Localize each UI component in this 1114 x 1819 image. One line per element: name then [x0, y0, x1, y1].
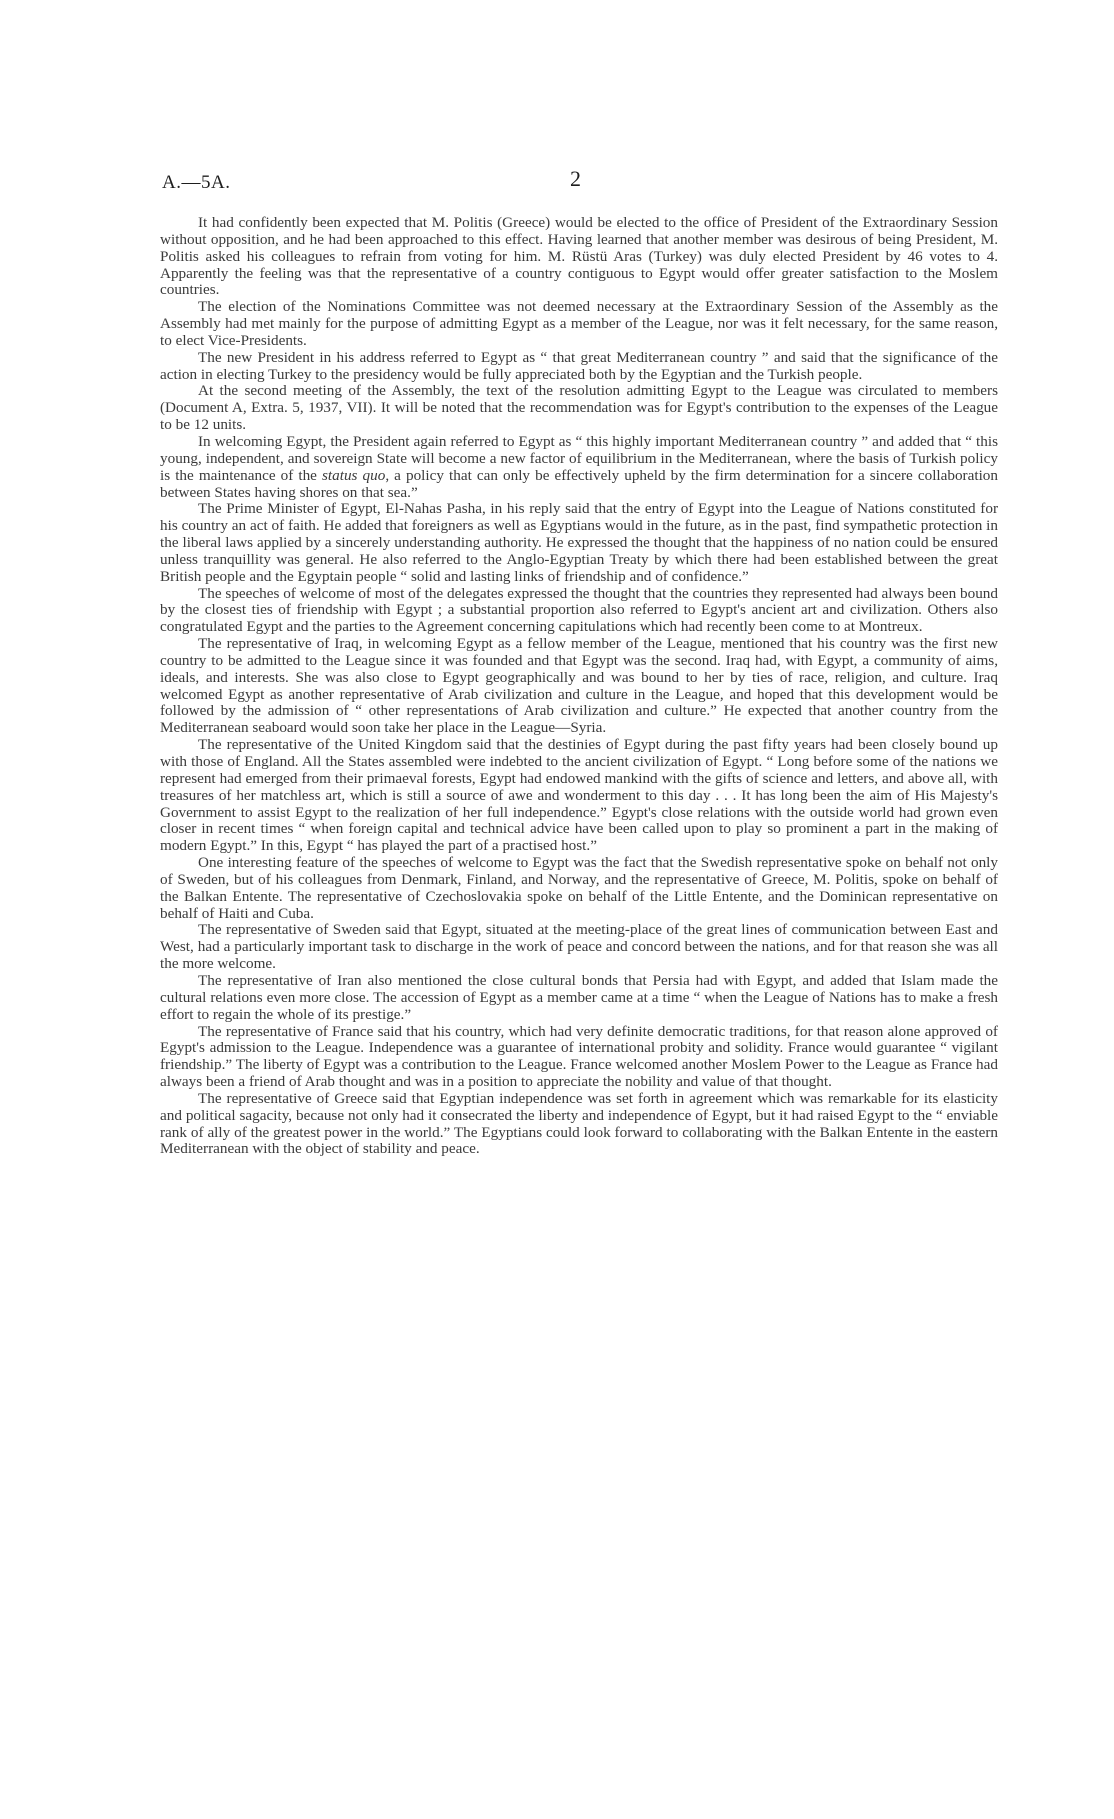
paragraph-president-address: The new President in his address referred to Egypt as “ that great Mediterranean country ” and said that the significance of the action in electing Turkey to the presidency would be fully appreciated both by the Egyptian and the Turkish people. [160, 348, 998, 383]
page-header [162, 166, 997, 196]
paragraph-speeches-of-welcome: The speeches of welcome of most of the delegates expressed the thought that the countries they represented had always been bound by the closest ties of friendship with Egypt ; a substantial proportion also referred to Egypt's ancient art and civilization. Others also congratulated Egypt and the parties to the Agreement concerning capitulations which had recently been come to at Montreux. [160, 584, 998, 636]
paragraph-resolution-circulated: At the second meeting of the Assembly, the text of the resolution admitting Egypt to the League was circulated to members (Document A, Extra. 5, 1937, VII). It will be noted that the recommendation was for Egypt's contribution to the expenses of the League to be 12 units. [160, 382, 998, 434]
paragraph-politis-election: It had confidently been expected that M. Politis (Greece) would be elected to the office of President of the Extraordinary Session without opposition, and he had been approached to this effect. Having learned that another member was desirous of being President, M. Politis asked his colleagues to refrain from voting for him. M. Rüstü Aras (Turkey) was duly elected President by 46 votes to 4. Apparently the feeling was that the representative of a country contiguous to Egypt would offer greater satisfaction to the Moslem countries. [160, 214, 998, 299]
paragraph-nominations-committee: The election of the Nominations Committee was not deemed necessary at the Extraordinary Session of the Assembly as the Assembly had met mainly for the purpose of admitting Egypt as a member of the League, nor was it felt necessary, for the same reason, to elect Vice-Presidents. [160, 298, 998, 349]
paragraph-united-kingdom-representative: The representative of the United Kingdom said that the destinies of Egypt during the past fifty years had been closely bound up with those of England. All the States assembled were indebted to the ancient civilization of Egypt. “ Long before some of the nations we represent had emerged from their primaeval forests, Egypt had endowed mankind with the gifts of science and letters, and above all, with treasures of her matchless art, which is still a source of awe and wonderment to this day . . . It has long been the aim of His Majesty's Government to assist Egypt to the realization of her full independence.” Egypt's close relations with the outside world had grown even closer in recent times “ when foreign capital and technical advice have been called upon to play so prominent a part in the making of modern Egypt.” In this, Egypt “ has played the part of a practised host.” [160, 736, 998, 855]
paragraph-france-representative: The representative of France said that his country, which had very definite democratic traditions, for that reason alone approved of Egypt's admission to the League. Independence was a guarantee of international probity and solidity. France would guarantee “ vigilant friendship.” The liberty of Egypt was a contribution to the League. France welcomed another Moslem Power to the League as France had always been a friend of Arab thought and was in a position to appreciate the nobility and value of that thought. [160, 1022, 998, 1091]
paragraph-sweden-representative: The representative of Sweden said that Egypt, situated at the meeting-place of the great lines of communication between East and West, had a particularly important task to discharge in the work of peace and concord between the nations, and for that reason she was all the more welcome. [160, 921, 998, 973]
page-number: 2 [570, 166, 581, 191]
paragraph-iran-representative: The representative of Iran also mentioned the close cultural bonds that Persia had with Egypt, and added that Islam made the cultural relations even more close. The accession of Egypt as a member came at a time “ when the League of Nations has to make a fresh effort to regain the whole of its prestige.” [160, 971, 998, 1023]
body-text [160, 215, 998, 1158]
paragraph-swedish-feature: One interesting feature of the speeches of welcome to Egypt was the fact that the Swedish representative spoke on behalf not only of Sweden, but of his colleagues from Denmark, Finland, and Norway, and the representative of Greece, M. Politis, spoke on behalf of the Balkan Entente. The representative of Czechoslovakia spoke on behalf of the Little Entente, and the Dominican representative on behalf of Haiti and Cuba. [160, 854, 998, 922]
paragraph-president-welcome: In welcoming Egypt, the President again referred to Egypt as “ this highly important Mediterranean country ” and added that “ this young, independent, and sovereign State will become a new factor of equilibrium in the Mediterranean, where the basis of Turkish policy is the maintenance of the status quo, a policy that can only be effectively upheld by the firm determination for a sincere collaboration between States having shores on that sea.” [160, 432, 998, 501]
document-reference: A.—5A. [162, 172, 231, 193]
paragraph-prime-minister-reply: The Prime Minister of Egypt, El-Nahas Pasha, in his reply said that the entry of Egypt into the League of Nations constituted for his country an act of faith. He added that foreigners as well as Egyptians would in the future, as in the past, find sympathetic protection in the liberal laws applied by a sincerely understanding authority. He expressed the thought that the happiness of no nation could be ensured unless tranquillity was general. He also referred to the Anglo-Egyptian Treaty by which there had been established between the great British people and the Egyptain people “ solid and lasting links of friendship and of confidence.” [160, 500, 998, 585]
paragraph-greece-representative: The representative of Greece said that Egyptian independence was set forth in agreement which was remarkable for its elasticity and political sagacity, because not only had it consecrated the liberty and independence of Egypt, but it had raised Egypt to the “ enviable rank of ally of the greatest power in the world.” The Egyptians could look forward to collaborating with the Balkan Entente in the eastern Mediterranean with the object of stability and peace. [160, 1089, 998, 1158]
paragraph-iraq-representative: The representative of Iraq, in welcoming Egypt as a fellow member of the League, mentioned that his country was the first new country to be admitted to the League since it was founded and that Egypt was the second. Iraq had, with Egypt, a community of aims, ideals, and interests. She was also close to Egypt geographically and was bound to her by ties of race, religion, and culture. Iraq welcomed Egypt as another representative of Arab civilization and culture in the League, and hoped that this development would be followed by the admission of “ other representations of Arab civilization and culture.” He expected that another country from the Mediterranean seaboard would soon take her place in the League—Syria. [160, 635, 998, 737]
